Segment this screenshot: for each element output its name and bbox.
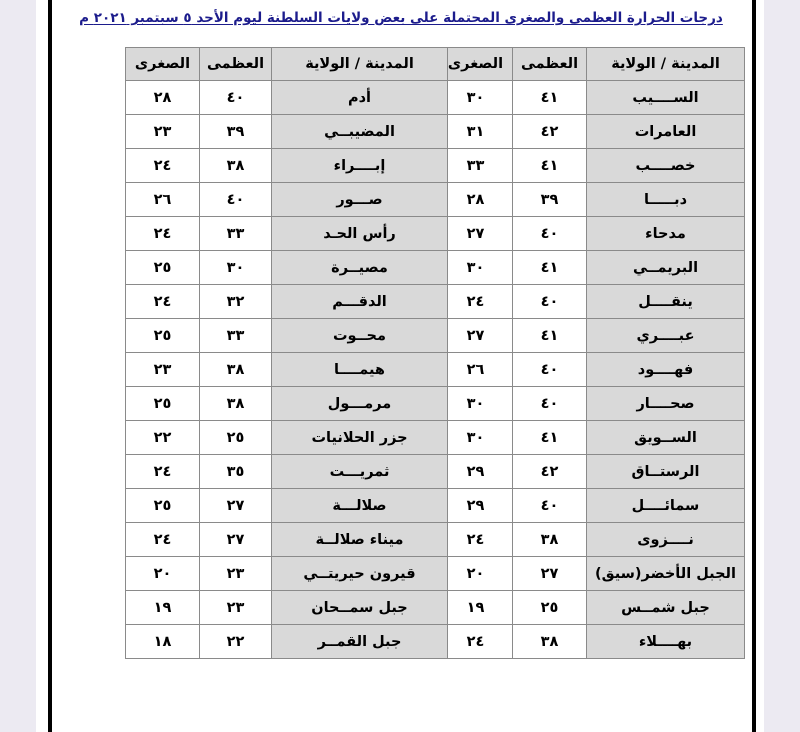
cell-max-temp: ٣٢ — [200, 285, 272, 319]
cell-city: ينقــــل — [587, 285, 745, 319]
cell-max-temp: ٤٠ — [200, 81, 272, 115]
table-row — [126, 285, 448, 319]
cell-min-temp: ٢٤ — [126, 149, 200, 183]
cell-min-temp: ٣٠ — [439, 251, 513, 285]
cell-city: بهــــلاء — [587, 625, 745, 659]
table-row — [439, 319, 745, 353]
cell-min-temp: ٢٦ — [126, 183, 200, 217]
page-border-left — [48, 0, 52, 732]
table-row — [439, 489, 745, 523]
right-page-margin — [778, 0, 800, 732]
cell-max-temp: ٤٠ — [513, 217, 587, 251]
cell-min-temp: ٢٤ — [439, 523, 513, 557]
table-row — [439, 251, 745, 285]
cell-min-temp: ٢٧ — [439, 319, 513, 353]
table-row — [126, 523, 448, 557]
cell-min-temp: ٢٨ — [439, 183, 513, 217]
cell-city: هيمــــا — [272, 353, 448, 387]
cell-max-temp: ٣٩ — [200, 115, 272, 149]
cell-city: صـــور — [272, 183, 448, 217]
cell-city: الجبل الأخضر(سيق) — [587, 557, 745, 591]
cell-max-temp: ٤٠ — [513, 285, 587, 319]
cell-city: ميناء صلالــة — [272, 523, 448, 557]
cell-max-temp: ٣٨ — [513, 523, 587, 557]
cell-max-temp: ٢٧ — [513, 557, 587, 591]
cell-max-temp: ٤١ — [513, 251, 587, 285]
cell-city: جزر الحلانيات — [272, 421, 448, 455]
cell-max-temp: ٣٣ — [200, 319, 272, 353]
cell-max-temp: ٤٠ — [513, 387, 587, 421]
table-row — [439, 115, 745, 149]
cell-max-temp: ٤٢ — [513, 115, 587, 149]
cell-min-temp: ٢٤ — [439, 625, 513, 659]
cell-max-temp: ٢٥ — [200, 421, 272, 455]
column-header-min: الصغرى — [126, 48, 200, 81]
table-header-right — [439, 48, 745, 81]
cell-city: جبل شمــس — [587, 591, 745, 625]
cell-min-temp: ٢٠ — [439, 557, 513, 591]
cell-min-temp: ٢٤ — [126, 285, 200, 319]
cell-max-temp: ٣٥ — [200, 455, 272, 489]
cell-max-temp: ٤٢ — [513, 455, 587, 489]
table-row — [439, 557, 745, 591]
table-row — [126, 115, 448, 149]
cell-min-temp: ٣٣ — [439, 149, 513, 183]
left-page-margin — [0, 0, 36, 732]
table-row — [439, 591, 745, 625]
cell-min-temp: ٢٥ — [126, 251, 200, 285]
table-row — [126, 421, 448, 455]
cell-city: جبل سمــحان — [272, 591, 448, 625]
cell-city: الدقـــم — [272, 285, 448, 319]
cell-max-temp: ٣٩ — [513, 183, 587, 217]
cell-min-temp: ٢٣ — [126, 115, 200, 149]
cell-min-temp: ٣٠ — [439, 387, 513, 421]
cell-max-temp: ٣٨ — [200, 387, 272, 421]
cell-city: مصيــرة — [272, 251, 448, 285]
cell-city: جبل القمــر — [272, 625, 448, 659]
column-header-city: المدينة / الولاية — [272, 48, 448, 81]
cell-min-temp: ٢٦ — [439, 353, 513, 387]
table-row — [126, 319, 448, 353]
table-row — [439, 81, 745, 115]
cell-max-temp: ٤٠ — [513, 353, 587, 387]
table-row — [439, 183, 745, 217]
cell-min-temp: ٢٥ — [126, 387, 200, 421]
cell-min-temp: ٢٨ — [126, 81, 200, 115]
cell-min-temp: ٢٤ — [439, 285, 513, 319]
cell-min-temp: ٢٢ — [126, 421, 200, 455]
table-row — [126, 183, 448, 217]
cell-min-temp: ٢٩ — [439, 455, 513, 489]
cell-min-temp: ٢٠ — [126, 557, 200, 591]
table-row — [126, 217, 448, 251]
cell-max-temp: ٤١ — [513, 319, 587, 353]
cell-city: خصــــب — [587, 149, 745, 183]
cell-min-temp: ٢٤ — [126, 455, 200, 489]
cell-city: الســويق — [587, 421, 745, 455]
forecast-table-right — [438, 47, 745, 659]
cell-min-temp: ١٩ — [126, 591, 200, 625]
cell-city: أدم — [272, 81, 448, 115]
cell-min-temp: ١٩ — [439, 591, 513, 625]
cell-city: سمائــــل — [587, 489, 745, 523]
cell-city: نــــزوى — [587, 523, 745, 557]
cell-city: الرستــاق — [587, 455, 745, 489]
cell-city: مدحاء — [587, 217, 745, 251]
cell-min-temp: ٣٠ — [439, 421, 513, 455]
cell-max-temp: ٢٧ — [200, 523, 272, 557]
column-header-city: المدينة / الولاية — [587, 48, 745, 81]
table-row — [126, 557, 448, 591]
cell-min-temp: ٣١ — [439, 115, 513, 149]
cell-city: دبـــــا — [587, 183, 745, 217]
table-row — [439, 387, 745, 421]
cell-min-temp: ٣٠ — [439, 81, 513, 115]
table-row — [439, 625, 745, 659]
cell-min-temp: ٢٥ — [126, 319, 200, 353]
cell-city: صحــــار — [587, 387, 745, 421]
cell-max-temp: ٣٨ — [200, 353, 272, 387]
table-row — [439, 421, 745, 455]
cell-min-temp: ٢٤ — [126, 217, 200, 251]
cell-city: إبــــراء — [272, 149, 448, 183]
table-row — [126, 625, 448, 659]
cell-city: قيرون حيريتــي — [272, 557, 448, 591]
cell-min-temp: ٢٣ — [126, 353, 200, 387]
cell-max-temp: ٤١ — [513, 81, 587, 115]
table-row — [126, 387, 448, 421]
table-row — [126, 591, 448, 625]
cell-max-temp: ٣٨ — [513, 625, 587, 659]
table-row — [439, 285, 745, 319]
cell-min-temp: ٢٧ — [439, 217, 513, 251]
table-row — [439, 523, 745, 557]
column-header-max: العظمى — [200, 48, 272, 81]
cell-max-temp: ٢٢ — [200, 625, 272, 659]
cell-max-temp: ٢٣ — [200, 591, 272, 625]
table-row — [439, 353, 745, 387]
cell-max-temp: ٣٠ — [200, 251, 272, 285]
cell-min-temp: ٢٤ — [126, 523, 200, 557]
cell-min-temp: ٢٥ — [126, 489, 200, 523]
cell-max-temp: ٣٣ — [200, 217, 272, 251]
cell-city: محــوت — [272, 319, 448, 353]
table-body-right — [439, 81, 745, 659]
page-title: درجات الحرارة العظمى والصغرى المحتملة على بعض ولايات السلطنة ليوم الأحد ٥ سبتمبر ٢٠٢١ م — [79, 10, 723, 26]
cell-max-temp: ٢٥ — [513, 591, 587, 625]
page-border-right — [752, 0, 756, 732]
cell-city: العامرات — [587, 115, 745, 149]
table-row — [126, 149, 448, 183]
cell-max-temp: ٢٣ — [200, 557, 272, 591]
cell-city: عبــــري — [587, 319, 745, 353]
cell-max-temp: ٤١ — [513, 149, 587, 183]
table-row — [439, 455, 745, 489]
cell-max-temp: ٣٨ — [200, 149, 272, 183]
cell-city: فهــــود — [587, 353, 745, 387]
table-row — [126, 251, 448, 285]
cell-min-temp: ١٨ — [126, 625, 200, 659]
cell-city: ثمريـــت — [272, 455, 448, 489]
cell-max-temp: ٤١ — [513, 421, 587, 455]
cell-city: صلالـــة — [272, 489, 448, 523]
cell-min-temp: ٢٩ — [439, 489, 513, 523]
cell-max-temp: ٤٠ — [200, 183, 272, 217]
cell-city: المضيبــي — [272, 115, 448, 149]
table-row — [126, 81, 448, 115]
cell-city: رأس الحـد — [272, 217, 448, 251]
column-header-max: العظمى — [513, 48, 587, 81]
table-row — [439, 217, 745, 251]
cell-city: البريمــي — [587, 251, 745, 285]
cell-city: الســــيب — [587, 81, 745, 115]
header-row — [439, 48, 745, 81]
forecast-table-left — [125, 47, 448, 659]
cell-max-temp: ٢٧ — [200, 489, 272, 523]
table-row — [126, 455, 448, 489]
cell-max-temp: ٤٠ — [513, 489, 587, 523]
cell-city: مرمـــول — [272, 387, 448, 421]
column-header-min: الصغرى — [439, 48, 513, 81]
table-row — [126, 489, 448, 523]
table-row — [439, 149, 745, 183]
table-header-left — [126, 48, 448, 81]
table-row — [126, 353, 448, 387]
header-row — [126, 48, 448, 81]
table-body-left — [126, 81, 448, 659]
